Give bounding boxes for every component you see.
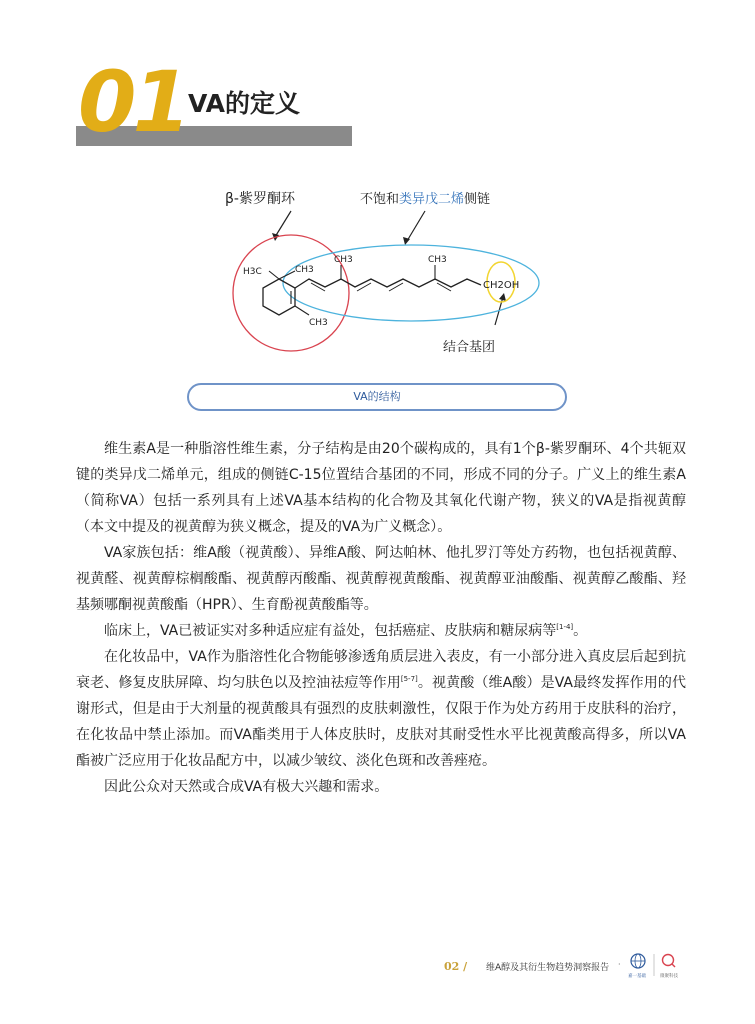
chain-label xyxy=(360,191,490,207)
chain-label-suffix: 侧链 xyxy=(464,192,491,207)
figure-caption: VA的结构 xyxy=(187,383,567,411)
polyene-chain xyxy=(295,279,481,288)
ch2oh-label: CH2OH xyxy=(483,280,520,291)
va-structure-figure xyxy=(195,175,570,375)
double-bond-3 xyxy=(389,283,403,291)
paragraph-1: 维生素A是一种脂溶性维生素，分子结构是由20个碳构成的，具有1个β-紫罗酮环、4个共轭双键的类异戊二烯单元，组成的侧链C-15位置结合基团的不同，形成不同的分子。广义上的维生素A（简称VA）包括一系列具有上述VA基本结构的化合物及其氧化代谢产物，狭义的VA是指视黄醇（本文中提及的视黄醇为狭义概念，提及的VA为广义概念）。 xyxy=(76,441,686,535)
page-number: 02 / xyxy=(444,960,468,973)
section-number: 01 xyxy=(78,53,187,151)
ch3-ring-top-label: CH3 xyxy=(295,265,314,275)
chain-label-highlight: 类异戊二烯 xyxy=(399,192,465,207)
chain-arrow xyxy=(407,211,425,241)
section-title: VA的定义 xyxy=(188,89,300,118)
cyclohexene-ring xyxy=(263,279,295,315)
body-text xyxy=(76,436,686,800)
group-label: 结合基团 xyxy=(443,340,496,355)
chain-label-prefix: 不饱和 xyxy=(360,192,400,207)
gem-methyl-bond-2 xyxy=(279,271,295,279)
ch3-ring-bottom-label: CH3 xyxy=(309,318,328,328)
gem-methyl-bond-1 xyxy=(269,271,279,279)
ch3-chain-2-label: CH3 xyxy=(428,255,447,265)
report-title: 维A醇及其衍生物趋势洞察报告 xyxy=(486,963,610,973)
h3c-label: H3C xyxy=(243,267,262,277)
paragraph-3 xyxy=(76,618,686,644)
page-footer xyxy=(440,950,710,982)
paragraph-4-text-2: 。视黄酸（维A酸）是VA最终发挥作用的代谢形式，但是由于大剂量的视黄酸具有强烈的皮肤刺激性，仅限于作为处方药用于皮肤科的治疗，在化妆品中禁止添加。而VA酯类用于人体皮肤时，皮肤对其耐受性水平比视黄酸高得多，所以VA酯被广泛应用于化妆品配方中，以减少皱纹、淡化色斑和改善痤疮。 xyxy=(76,675,686,769)
paragraph-5: 因此公众对天然或合成VA有极大兴趣和需求。 xyxy=(104,779,389,795)
ring-arrow xyxy=(275,211,291,237)
double-bond-2 xyxy=(357,283,371,291)
paragraph-4-text-1: 在化妆品中，VA作为脂溶性化合物能够渗透角质层进入表皮，有一小部分进入真皮层后起到抗衰老、修复皮肤屏障、均匀肤色以及控油祛痘等作用 xyxy=(76,649,686,691)
paragraph-2: VA家族包括：维A酸（视黄酸）、异维A酸、阿达帕林、他扎罗汀等处方药物，也包括视黄醇、视黄醛、视黄醇棕榈酸酯、视黄醇丙酸酯、视黄醇视黄酸酯、视黄醇亚油酸酯、视黄醇乙酸酯、羟基频哪酮视黄酸酯（HPR）、生育酚视黄酸酯等。 xyxy=(76,545,686,613)
logo2-caption: 微聚科技 xyxy=(660,974,678,979)
paragraph-3-end: 。 xyxy=(573,623,588,639)
search-logo-icon xyxy=(663,955,676,968)
ch3-chain-1-label: CH3 xyxy=(334,255,353,265)
group-arrow-head xyxy=(499,293,506,301)
citation-5-7: [5-7] xyxy=(400,675,418,683)
ring-methyl-bond xyxy=(295,306,309,315)
section-header xyxy=(76,53,356,151)
svg-text:·: · xyxy=(618,960,621,969)
ring-label: β-紫罗酮环 xyxy=(225,191,295,207)
footer-logos xyxy=(618,950,700,980)
paragraph-3-text: 临床上，VA已被证实对多种适应症有益处，包括癌症、皮肤病和糖尿病等 xyxy=(104,623,557,639)
citation-1-4: [1-4] xyxy=(556,623,574,631)
logo1-caption: 嘉一基础 xyxy=(628,974,646,979)
paragraph-4 xyxy=(76,644,686,774)
globe-logo-icon xyxy=(631,954,645,968)
